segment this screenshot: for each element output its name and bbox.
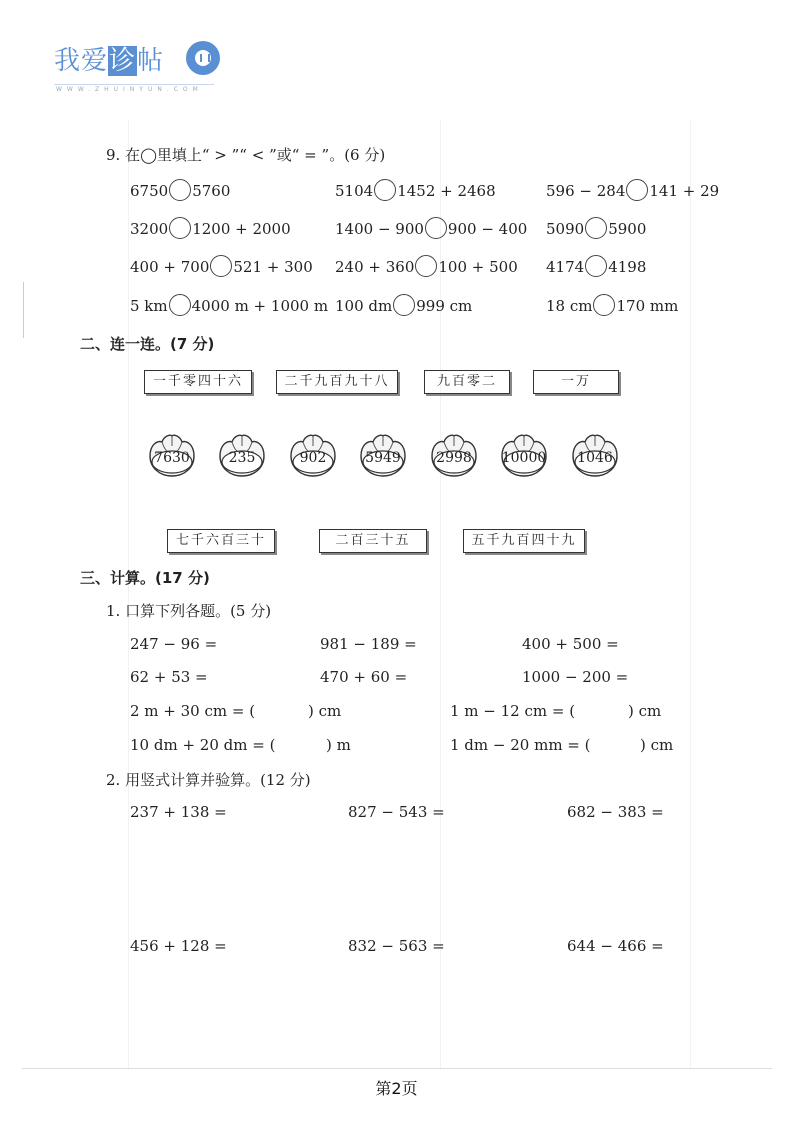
match-box-top: 二千九百九十八	[276, 370, 398, 394]
answer-circle[interactable]	[210, 255, 232, 277]
compare-left: 6750	[130, 182, 169, 200]
mental-math-item: 62 + 53 =	[130, 668, 208, 686]
compare-item	[546, 219, 646, 241]
mental-math-item: 981 − 189 =	[320, 635, 417, 653]
logo-badge-icon	[186, 41, 220, 75]
page-number: 第2页	[375, 1079, 418, 1098]
compare-item	[546, 296, 678, 318]
unit-conversion-unit: ) cm	[308, 702, 342, 720]
unit-conversion-unit: ) cm	[640, 736, 674, 754]
logo-text-1: 我爱	[54, 46, 109, 76]
answer-circle[interactable]	[169, 294, 191, 316]
mental-math-item: 400 + 500 =	[522, 635, 619, 653]
compare-item	[546, 257, 646, 279]
lotus-number	[146, 434, 198, 478]
compare-right: 5760	[192, 182, 231, 200]
compare-item	[546, 181, 719, 203]
compare-left: 5090	[546, 220, 585, 238]
q2-title: 2. 用竖式计算并验算。(12 分)	[106, 771, 311, 789]
answer-circle[interactable]	[626, 179, 648, 201]
lotus-number	[216, 434, 268, 478]
compare-item	[130, 296, 328, 318]
section-2-title: 二、连一连。(7 分)	[80, 335, 215, 353]
lotus-number	[498, 434, 550, 478]
lotus-number	[428, 434, 480, 478]
match-box-top: 九百零二	[424, 370, 510, 394]
compare-right: 521 + 300	[233, 258, 313, 276]
unit-conversion-item: 10 dm + 20 dm = (	[130, 736, 276, 754]
mental-math-item: 1000 − 200 =	[522, 668, 629, 686]
compare-left: 4174	[546, 258, 585, 276]
unit-conversion-item: 2 m + 30 cm = (	[130, 702, 256, 720]
mental-math-item: 247 − 96 =	[130, 635, 218, 653]
answer-circle[interactable]	[374, 179, 396, 201]
match-box-bottom: 七千六百三十	[167, 529, 275, 553]
compare-left: 1400 − 900	[335, 220, 424, 238]
answer-circle[interactable]	[393, 294, 415, 316]
compare-left: 596 − 284	[546, 182, 626, 200]
compare-item	[335, 257, 518, 279]
unit-conversion-unit: ) m	[326, 736, 351, 754]
question-9-title: 9. 在◯里填上“ > ”“ < ”或“ = ”。(6 分)	[106, 146, 386, 164]
lotus-number-label: 7630	[154, 450, 190, 466]
vertical-calc-item: 682 − 383 =	[567, 803, 664, 821]
lotus-number-label: 235	[228, 450, 256, 466]
compare-right: 4198	[608, 258, 647, 276]
compare-right: 4000 m + 1000 m	[191, 297, 329, 315]
answer-circle[interactable]	[593, 294, 615, 316]
logo-text-3: 帖	[137, 46, 165, 76]
logo-divider	[54, 84, 214, 85]
compare-item	[130, 219, 291, 241]
compare-right: 170 mm	[616, 297, 679, 315]
vertical-calc-item: 456 + 128 =	[130, 937, 227, 955]
mental-math-item: 470 + 60 =	[320, 668, 408, 686]
compare-item	[130, 181, 230, 203]
compare-left: 400 + 700	[130, 258, 210, 276]
match-box-bottom: 五千九百四十九	[463, 529, 585, 553]
logo-text-2: 诊	[109, 46, 137, 76]
compare-item	[130, 257, 313, 279]
q1-title: 1. 口算下列各题。(5 分)	[106, 602, 272, 620]
match-box-top: 一千零四十六	[144, 370, 252, 394]
compare-item	[335, 181, 496, 203]
match-box-top: 一万	[533, 370, 619, 394]
compare-left: 240 + 360	[335, 258, 415, 276]
compare-right: 900 − 400	[447, 220, 528, 238]
lotus-number-label: 902	[299, 450, 327, 466]
compare-right: 1452 + 2468	[397, 182, 496, 200]
lotus-number-label: 10000	[501, 450, 547, 466]
compare-item	[335, 296, 472, 318]
scan-line	[690, 120, 691, 1070]
compare-left: 5 km	[130, 297, 168, 315]
compare-left: 5104	[335, 182, 374, 200]
compare-left: 100 dm	[335, 297, 393, 315]
compare-left: 18 cm	[546, 297, 593, 315]
compare-right: 100 + 500	[438, 258, 518, 276]
lotus-number	[287, 434, 339, 478]
unit-conversion-item: 1 dm − 20 mm = (	[450, 736, 591, 754]
answer-circle[interactable]	[425, 217, 447, 239]
unit-conversion-item: 1 m − 12 cm = (	[450, 702, 576, 720]
margin-mark	[23, 282, 24, 338]
unit-conversion-unit: ) cm	[628, 702, 662, 720]
lotus-number-label: 5949	[365, 450, 401, 466]
footer-divider	[22, 1068, 772, 1069]
vertical-calc-item: 832 − 563 =	[348, 937, 445, 955]
compare-right: 5900	[608, 220, 647, 238]
vertical-calc-item: 644 − 466 =	[567, 937, 664, 955]
site-logo[interactable]	[54, 40, 164, 77]
logo-subtitle: WWW.ZHUINYUN.COM	[56, 86, 203, 93]
lotus-number	[357, 434, 409, 478]
compare-right: 999 cm	[416, 297, 473, 315]
compare-right: 1200 + 2000	[192, 220, 291, 238]
answer-circle[interactable]	[169, 179, 191, 201]
match-box-bottom: 二百三十五	[319, 529, 427, 553]
answer-circle[interactable]	[169, 217, 191, 239]
lotus-number	[569, 434, 621, 478]
answer-circle[interactable]	[585, 255, 607, 277]
section-3-title: 三、计算。(17 分)	[80, 569, 210, 587]
compare-right: 141 + 29	[649, 182, 720, 200]
lotus-number-label: 1046	[577, 450, 613, 466]
scan-line	[128, 120, 129, 1070]
compare-left: 3200	[130, 220, 169, 238]
vertical-calc-item: 237 + 138 =	[130, 803, 227, 821]
answer-circle[interactable]	[585, 217, 607, 239]
answer-circle[interactable]	[415, 255, 437, 277]
vertical-calc-item: 827 − 543 =	[348, 803, 445, 821]
lotus-number-label: 2998	[436, 450, 472, 466]
compare-item	[335, 219, 527, 241]
